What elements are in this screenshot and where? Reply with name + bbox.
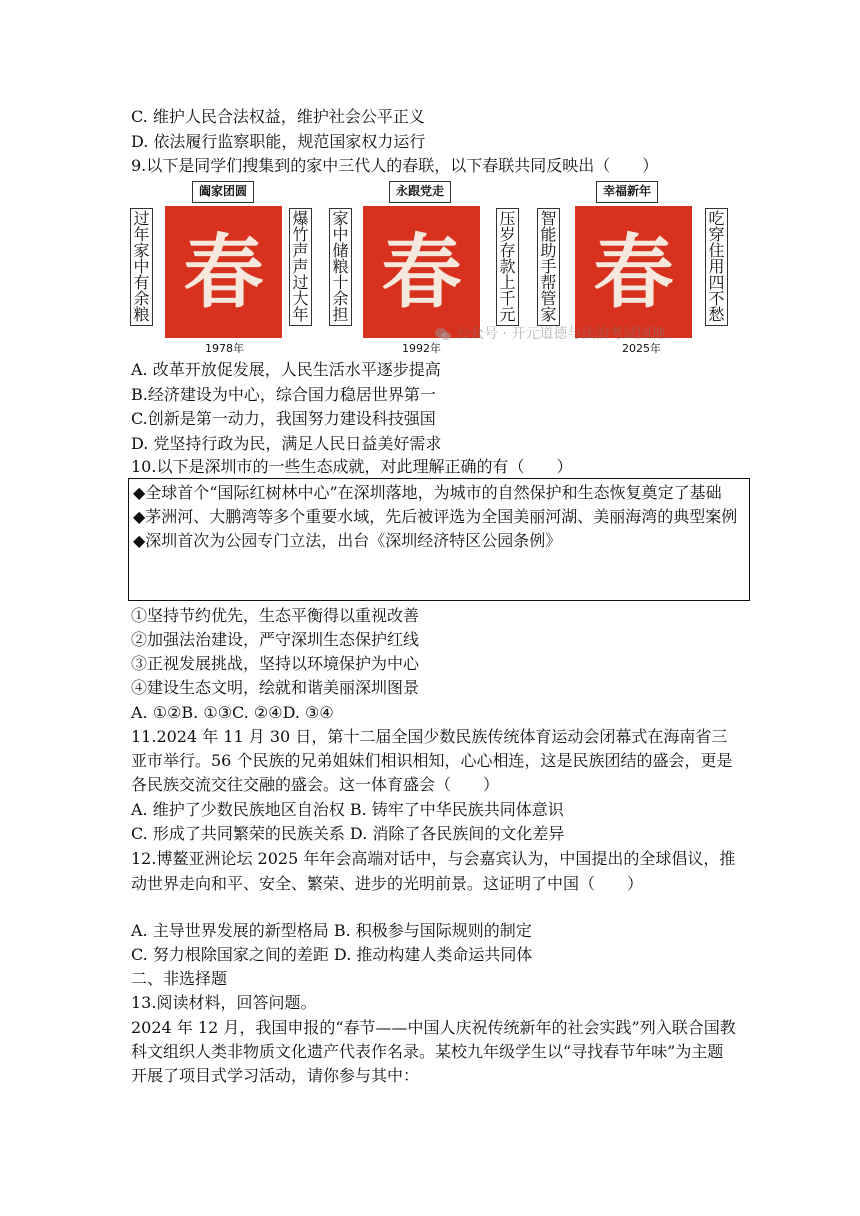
hengpi-1992: 永跟党走 [389,181,451,203]
couplet-text: 智 能 助 手 帮 管 家 [540,209,557,324]
q10-item-1: ①坚持节约优先，生态平衡得以重视改善 [131,606,420,625]
q11-stem: 11.2024 年 11 月 30 日，第十二届全国少数民族传统体育运动会闭幕式在海南省三亚市举行。56 个民族的兄弟姐妹们相识相知，心心相连，这是民族团结的盛会，更是各民族交流交往交融的盛会。这一体育盛会（ ） [131,727,733,794]
year-label-1992: 1992年 [402,342,441,355]
couplet-left-2025 [537,208,560,326]
couplet-left-1978 [130,208,153,326]
section-heading: 二、非选择题 [131,969,228,988]
material-item: ◆全球首个“国际红树林中心”在深圳落地，为城市的自然保护和生态恢复奠定了基础 [133,483,722,502]
q12-options-row1: A. 主导世界发展的新型格局 B. 积极参与国际规则的制定 [131,921,532,940]
wechat-icon [434,327,452,341]
watermark [434,323,665,343]
couplet-right-2025 [705,208,728,326]
q12-stem: 12.博鳌亚洲论坛 2025 年年会高端对话中，与会嘉宾认为，中国提出的全球倡议，推动世界走向和平、安全、繁荣、进步的光明前景。这证明了中国（ ） [131,849,736,893]
chun-character: 春 [381,225,462,319]
hengpi-1978: 阖家团圆 [192,181,254,203]
chun-square-1978 [165,206,282,338]
q11-options-row2: C. 形成了共同繁荣的民族关系 D. 消除了各民族间的文化差异 [131,824,565,843]
chun-square-2025 [575,206,692,338]
q9-option-c: C.创新是第一动力，我国努力建设科技强国 [131,409,436,428]
q12-options-row2: C. 努力根除国家之间的差距 D. 推动构建人类命运共同体 [131,945,533,964]
couplet-right-1978 [289,208,312,326]
chun-character: 春 [593,225,674,319]
hengpi-2025: 幸福新年 [596,181,658,203]
chun-square-1992 [363,206,480,338]
q9-option-a: A. 改革开放促发展，人民生活水平逐步提高 [131,360,441,379]
q13-material: 2024 年 12 月，我国申报的“春节——中国人庆祝传统新年的社会实践”列入联合国教科文组织人类非物质文化遗产代表作名录。某校九年级学生以“寻找春节年味”为主题开展了项目式学习活动，请你参与其中： [131,1018,736,1085]
q10-item-4: ④建设生态文明，绘就和谐美丽深圳图景 [131,678,420,697]
q8-option-d: D. 依法履行监察职能，规范国家权力运行 [131,132,426,151]
watermark-text: 公众号 · 开元道德与法治考试园地 [456,326,666,342]
year-label-1978: 1978年 [205,342,244,355]
year-label-2025: 2025年 [622,342,661,355]
chun-character: 春 [183,225,264,319]
couplet-text: 压 岁 存 款 上 千 元 [499,209,516,324]
couplet-text: 家 中 储 粮 十 余 担 [332,209,349,324]
q9-stem: 9.以下是同学们搜集到的家中三代人的春联，以下春联共同反映出（ ） [131,156,659,175]
q11-options-row1: A. 维护了少数民族地区自治权 B. 铸牢了中华民族共同体意识 [131,800,564,819]
q10-material-box [128,478,750,601]
q9-option-b: B.经济建设为中心，综合国力稳居世界第一 [131,385,436,404]
q13-stem: 13.阅读材料，回答问题。 [131,993,317,1012]
q10-stem: 10.以下是深圳市的一些生态成就，对此理解正确的有（ ） [131,457,573,476]
couplet-text: 吃 穿 住 用 四 不 愁 [708,209,725,324]
q9-option-d: D. 党坚持行政为民，满足人民日益美好需求 [131,434,442,453]
couplet-right-1992 [496,208,519,326]
q10-item-2: ②加强法治建设，严守深圳生态保护红线 [131,630,420,649]
couplet-text: 爆 竹 声 声 过 大 年 [292,209,309,324]
q8-option-c: C. 维护人民合法权益，维护社会公平正义 [131,107,425,126]
couplet-text: 过 年 家 中 有 余 粮 [133,209,150,324]
material-item: ◆茅洲河、大鹏湾等多个重要水域，先后被评选为全国美丽河湖、美丽海湾的典型案例 [133,507,738,526]
couplet-left-1992 [329,208,352,326]
q10-options: A. ①②B. ①③C. ②④D. ③④ [131,703,334,722]
material-item: ◆深圳首次为公园专门立法，出台《深圳经济特区公园条例》 [133,531,562,550]
q10-item-3: ③正视发展挑战，坚持以环境保护为中心 [131,654,420,673]
